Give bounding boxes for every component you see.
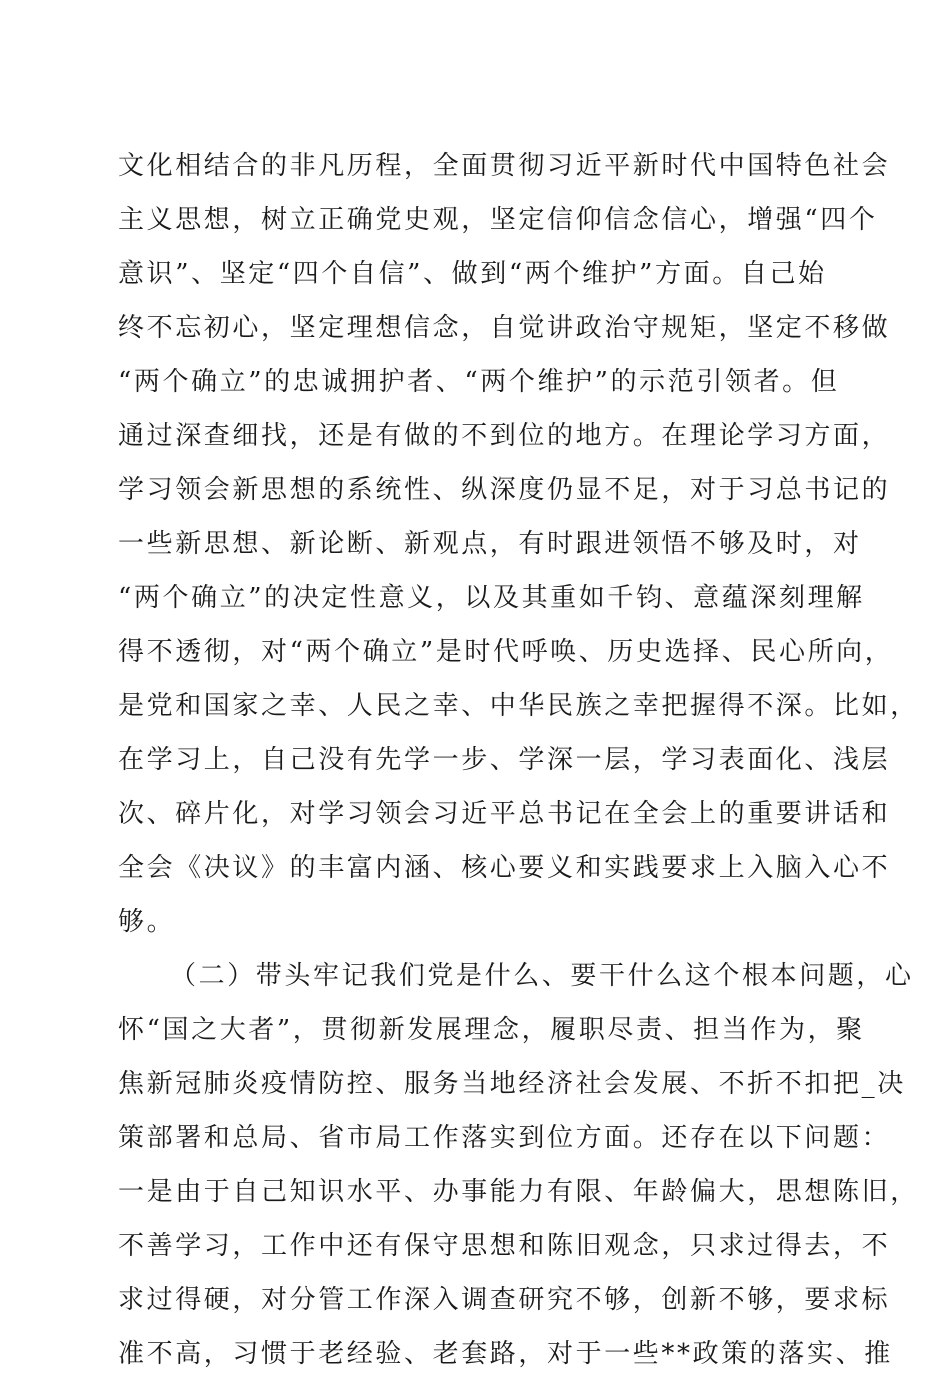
text-line: 通过深查细找，还是有做的不到位的地方。在理论学习方面，	[118, 421, 891, 451]
section-heading-line: （二）带头牢记我们党是什么、要干什么这个根本问题，心	[170, 961, 914, 991]
text-line: 主义思想，树立正确党史观，坚定信仰信念信心，增强“四个	[118, 205, 878, 235]
text-line: 求过得硬，对分管工作深入调查研究不够，创新不够，要求标	[118, 1285, 891, 1315]
text-line: 够。	[118, 907, 176, 937]
body-text	[118, 139, 919, 1381]
text-line: 学习领会新思想的系统性、纵深度仍显不足，对于习总书记的	[118, 475, 891, 505]
text-line: 意识”、坚定“四个自信”、做到“两个维护”方面。自己始	[118, 259, 827, 289]
text-line: 全会《决议》的丰富内涵、核心要义和实践要求上入脑入心不	[118, 853, 891, 883]
text-line: 文化相结合的非凡历程，全面贯彻习近平新时代中国特色社会	[118, 151, 891, 181]
text-line: 次、碎片化，对学习领会习近平总书记在全会上的重要讲话和	[118, 799, 891, 829]
text-line: “两个确立”的决定性意义，以及其重如千钧、意蕴深刻理解	[118, 583, 865, 613]
text-line: 策部署和总局、省市局工作落实到位方面。还存在以下问题：	[118, 1123, 891, 1153]
text-line: “两个确立”的忠诚拥护者、“两个维护”的示范引领者。但	[118, 367, 840, 397]
text-line: 是党和国家之幸、人民之幸、中华民族之幸把握得不深。比如，	[118, 691, 919, 721]
text-line: 一些新思想、新论断、新观点，有时跟进领悟不够及时，对	[118, 529, 862, 559]
text-line: 焦新冠肺炎疫情防控、服务当地经济社会发展、不折不扣把_决	[118, 1069, 906, 1099]
text-line: 得不透彻，对“两个确立”是时代呼唤、历史选择、民心所向，	[118, 637, 894, 667]
text-line: 终不忘初心，坚定理想信念，自觉讲政治守规矩，坚定不移做	[118, 313, 891, 343]
text-line: 怀“国之大者”，贯彻新发展理念，履职尽责、担当作为，聚	[118, 1015, 865, 1045]
text-line: 在学习上，自己没有先学一步、学深一层，学习表面化、浅层	[118, 745, 891, 775]
text-line: 一是由于自己知识水平、办事能力有限、年龄偏大，思想陈旧，	[118, 1177, 919, 1207]
text-line: 准不高，习惯于老经验、老套路，对于一些**政策的落实、推	[118, 1339, 893, 1369]
text-line: 不善学习，工作中还有保守思想和陈旧观念，只求过得去，不	[118, 1231, 891, 1261]
